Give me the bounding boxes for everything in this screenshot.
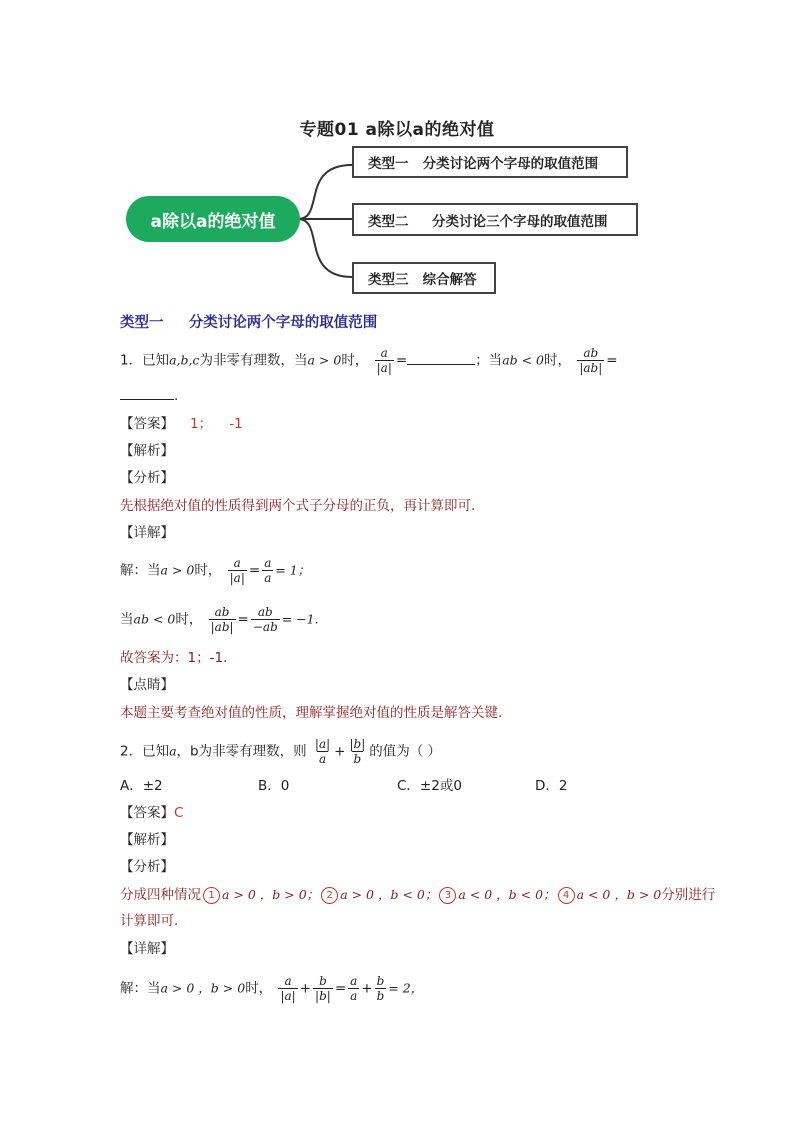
xiangjie-tag-2: 【详解】	[120, 941, 174, 957]
conclusion-text: 故答案为：1；-1.	[120, 650, 228, 666]
mindmap-branch-2: 类型二 分类讨论三个字母的取值范围	[352, 203, 638, 236]
question-1-line-2: .	[120, 386, 178, 406]
fraction-a-over-abs-a: $\frac{a}{|a|}$	[376, 346, 392, 375]
option-a: A．±2	[120, 778, 163, 794]
mindmap-branch-1: 类型一 分类讨论两个字母的取值范围	[352, 146, 628, 178]
question-2: 2．已知a，b为非零有理数，则 $\frac{|a|}{a}$ + $\frac{|b|}{b}$ 的值为（ ）	[120, 737, 442, 766]
solution-2-step-1: 解：当a > 0 ，b > 0时， $\frac{a}{|a|}$ + $\frac{b}{|b|}$ = $\frac{a}{a}$ + $\frac{b}{b}$ = 2，	[120, 974, 424, 1003]
mindmap-center-node: a除以a的绝对值	[126, 196, 300, 242]
xiangjie-tag: 【详解】	[120, 525, 174, 541]
case-4-mark: 4	[558, 887, 575, 904]
analysis-cases: 分成四种情况 1 a > 0 ，b > 0； 2 a > 0 ，b < 0； 3 a < 0 ，b < 0； 4 a < 0 ，b > 0分别进行	[120, 887, 716, 903]
answer-value: C	[174, 805, 184, 821]
option-d: D．2	[535, 778, 568, 794]
dianjing-text: 本题主要考查绝对值的性质，理解掌握绝对值的性质是解答关键.	[120, 705, 503, 721]
dianjing-tag: 【点睛】	[120, 677, 174, 693]
answer-value: 1； -1	[190, 416, 243, 432]
analysis-tail: 计算即可.	[120, 913, 179, 929]
fraction-ab-over-abs-ab: $\frac{ab}{|ab|}$	[579, 346, 603, 375]
answer-tag: 【答案】	[120, 416, 174, 432]
fenxi-tag-2: 【分析】	[120, 859, 174, 875]
page-title: 专题01 a除以a的绝对值	[299, 120, 495, 140]
section-heading: 类型一 分类讨论两个字母的取值范围	[120, 315, 378, 331]
answer-1	[120, 414, 243, 434]
solution-step-1: 解：当a > 0时， $\frac{a}{|a|}$ = $\frac{a}{a}$ = 1；	[120, 556, 311, 585]
analysis-text: 先根据绝对值的性质得到两个式子分母的正负，再计算即可.	[120, 498, 476, 514]
answer-2: 【答案】C	[120, 805, 184, 821]
jiexi-tag-2: 【解析】	[120, 832, 174, 848]
case-1-mark: 1	[203, 887, 220, 904]
answer-blank-1	[407, 364, 475, 365]
option-b: B．0	[258, 778, 290, 794]
option-c: C．±2或0	[397, 778, 462, 794]
solution-step-2: 当ab < 0时， $\frac{ab}{|ab|}$ = $\frac{ab}{-ab}$ = −1.	[120, 605, 319, 634]
jiexi-tag: 【解析】	[120, 443, 174, 459]
case-2-mark: 2	[321, 887, 338, 904]
mindmap-branch-3: 类型三 综合解答	[352, 262, 496, 294]
case-3-mark: 3	[439, 887, 456, 904]
question-1: 1．已知a,b,c为非零有理数，当a > 0时， $\frac{a}{|a|}$ = ；当ab < 0时， $\frac{ab}{|ab|}$ =	[120, 346, 618, 375]
answer-blank-2	[120, 399, 174, 400]
fenxi-tag: 【分析】	[120, 470, 174, 486]
